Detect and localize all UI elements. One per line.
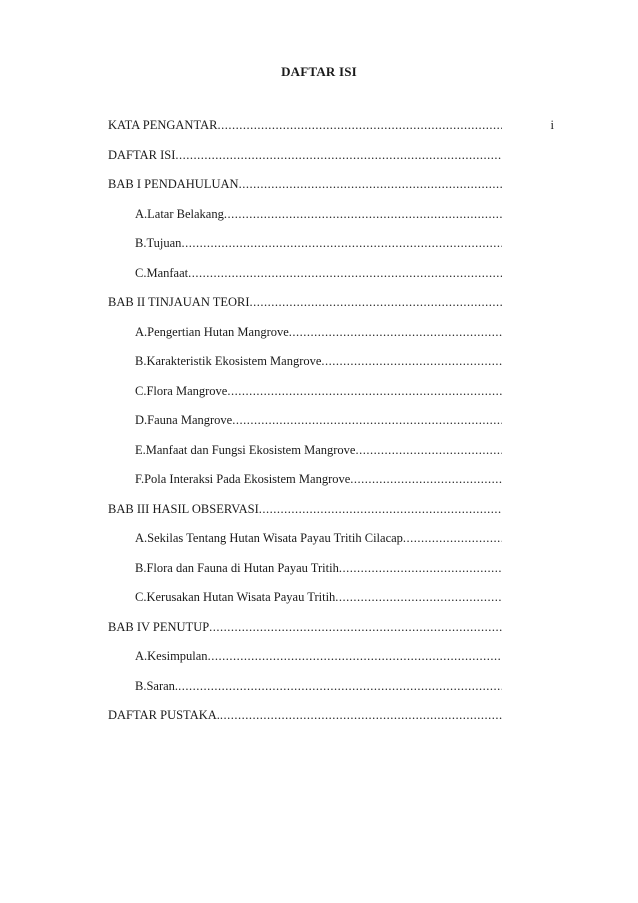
table-of-contents	[108, 118, 554, 738]
toc-entry-label: F.Pola Interaksi Pada Ekosistem Mangrove	[135, 472, 351, 486]
toc-entry-text	[108, 620, 502, 635]
toc-entry-text	[135, 325, 502, 340]
toc-entry-text	[135, 590, 502, 605]
dot-leader	[232, 413, 502, 428]
toc-entry	[108, 118, 554, 148]
toc-entry	[108, 148, 554, 178]
dot-leader	[209, 620, 502, 635]
toc-entry-text	[135, 679, 502, 694]
toc-entry-label: B.Tujuan	[135, 236, 182, 250]
toc-entry-label: D.Fauna Mangrove	[135, 413, 233, 427]
toc-entry-text	[135, 531, 502, 546]
dot-leader	[175, 148, 502, 163]
toc-entry	[108, 502, 554, 532]
toc-entry-text	[135, 384, 502, 399]
toc-entry-label: E.Manfaat dan Fungsi Ekosistem Mangrove	[135, 442, 356, 457]
dot-leader	[259, 502, 502, 517]
toc-entry-label: A.Kesimpulan	[135, 649, 208, 663]
toc-entry-page: i	[550, 118, 554, 132]
dot-leader	[289, 325, 502, 340]
toc-entry-label: C.Manfaat	[135, 265, 189, 280]
toc-entry-label: A.Sekilas Tentang Hutan Wisata Payau Tritih Cilacap	[135, 531, 403, 545]
toc-entry-text	[135, 236, 502, 251]
toc-entry-text	[108, 148, 502, 163]
dot-leader	[335, 590, 502, 605]
toc-entry	[108, 679, 554, 709]
toc-entry	[108, 561, 554, 591]
toc-entry-text	[135, 649, 502, 664]
toc-entry	[108, 443, 554, 473]
dot-leader	[350, 472, 502, 487]
dot-leader	[181, 236, 502, 251]
toc-entry	[108, 708, 554, 738]
toc-entry	[108, 354, 554, 384]
toc-entry	[108, 177, 554, 207]
toc-entry-label: BAB III HASIL OBSERVASI	[108, 501, 259, 516]
toc-entry-label: KATA PENGANTAR	[108, 118, 218, 132]
toc-entry-label: BAB I PENDAHULUAN	[108, 177, 239, 191]
toc-entry-text	[135, 443, 502, 458]
dot-leader	[239, 177, 502, 192]
toc-entry-label: A.Latar Belakang	[135, 206, 224, 221]
toc-entry-text	[108, 502, 502, 517]
toc-entry-label: C.Flora Mangrove	[135, 383, 228, 398]
toc-entry	[108, 413, 554, 443]
toc-entry-label: DAFTAR ISI	[108, 147, 176, 162]
dot-leader	[188, 266, 502, 281]
toc-entry-text	[108, 118, 502, 133]
toc-entry	[108, 620, 554, 650]
toc-entry-label: B.Flora dan Fauna di Hutan Payau Tritih	[135, 560, 339, 575]
page-title: DAFTAR ISI	[281, 64, 357, 79]
toc-entry	[108, 266, 554, 296]
toc-entry-label: A.Pengertian Hutan Mangrove	[135, 324, 289, 339]
toc-entry-label: BAB IV PENUTUP	[108, 619, 210, 634]
dot-leader	[250, 295, 502, 310]
toc-entry	[108, 472, 554, 502]
dot-leader	[220, 708, 502, 723]
toc-entry-label: C.Kerusakan Hutan Wisata Payau Tritih	[135, 590, 336, 604]
toc-entry	[108, 531, 554, 561]
dot-leader	[355, 443, 502, 458]
toc-entry	[108, 384, 554, 414]
dot-leader	[227, 384, 502, 399]
toc-entry	[108, 295, 554, 325]
toc-entry-text	[135, 472, 502, 487]
toc-entry-label: B.Karakteristik Ekosistem Mangrove	[135, 354, 322, 368]
toc-entry	[108, 207, 554, 237]
dot-leader	[224, 207, 502, 222]
toc-entry-text	[135, 266, 502, 281]
toc-entry-text	[135, 413, 502, 428]
toc-entry	[108, 236, 554, 266]
toc-entry-text	[135, 561, 502, 576]
toc-entry-label: B.Saran.	[135, 678, 179, 693]
toc-entry-text	[135, 354, 502, 369]
dot-leader	[208, 649, 502, 664]
toc-entry	[108, 590, 554, 620]
dot-leader	[403, 531, 502, 546]
toc-entry	[108, 649, 554, 679]
dot-leader	[217, 118, 502, 133]
toc-entry-text	[108, 177, 502, 192]
toc-entry-label: DAFTAR PUSTAKA.	[108, 708, 220, 722]
dot-leader	[321, 354, 502, 369]
toc-entry-text	[135, 207, 502, 222]
toc-entry-label: BAB II TINJAUAN TEORI	[108, 295, 250, 309]
toc-entry-text	[108, 708, 502, 723]
dot-leader	[339, 561, 502, 576]
toc-entry	[108, 325, 554, 355]
toc-entry-text	[108, 295, 502, 310]
dot-leader	[178, 679, 502, 694]
